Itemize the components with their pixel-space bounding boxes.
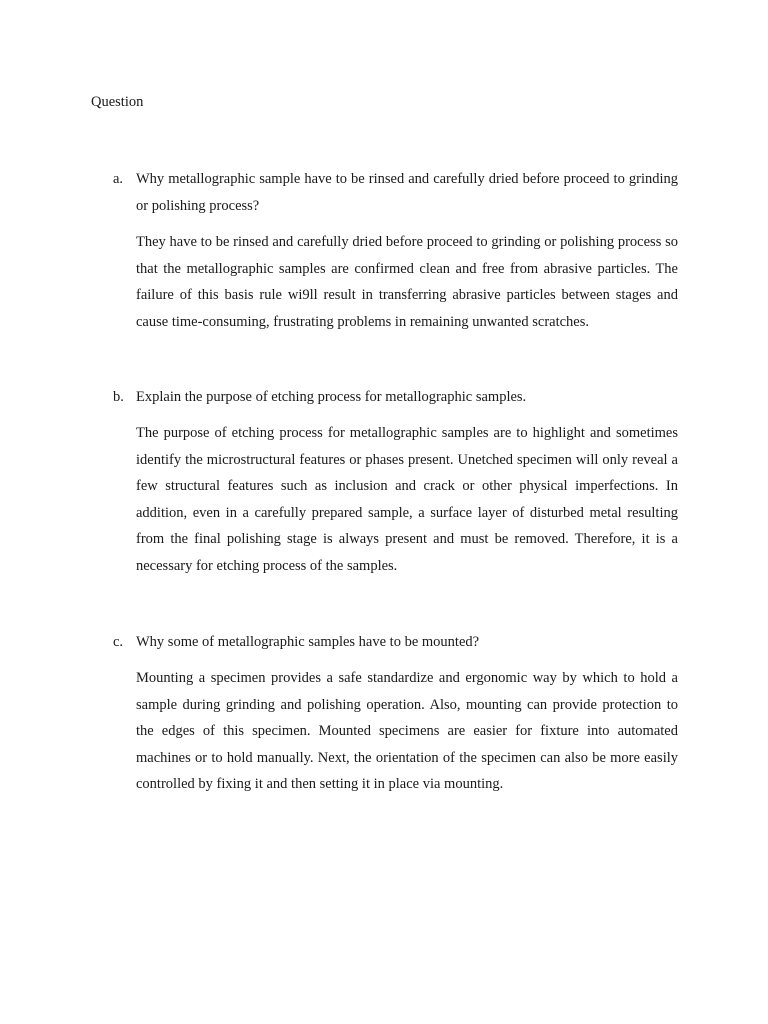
question-label: Explain the purpose of etching process for metallographic samples.	[136, 389, 527, 405]
question-text	[113, 384, 678, 411]
question-label: Why metallographic sample have to be rinsed and carefully dried before proceed to grinding or polishing process?	[136, 171, 678, 214]
question-text	[113, 629, 678, 656]
list-marker: b.	[113, 389, 124, 405]
answer-text: Mounting a specimen provides a safe standardize and ergonomic way by which to hold a sample during grinding and polishing operation. Also, mounting can provide protection to the edges of this specimen. Mounted specimens are easier for fixture into automated machines or to hold manually. Next, the orientation of the specimen can also be more easily controlled by fixing it and then setting it in place via mounting.	[136, 670, 678, 793]
question-item-b	[113, 384, 678, 580]
question-item-c	[113, 629, 678, 798]
list-marker: a.	[113, 171, 124, 187]
answer-text: They have to be rinsed and carefully dried before proceed to grinding or polishing process so that the metallographic samples are confirmed clean and free from abrasive particles. The failure of this basis rule wi9ll result in transferring abrasive particles between stages and cause time-consuming, frustrating problems in remaining unwanted scratches.	[136, 234, 678, 330]
page-heading: Question	[91, 94, 144, 110]
question-label: Why some of metallographic samples have to be mounted?	[136, 634, 480, 650]
list-marker: c.	[113, 634, 124, 650]
answer-text: The purpose of etching process for metallographic samples are to highlight and sometimes identify the microstructural features or phases present. Unetched specimen will only reveal a few structural features such as inclusion and crack or other physical imperfections. In addition, even in a carefully prepared sample, a surface layer of disturbed metal resulting from the final polishing stage is always present and must be removed. Therefore, it is a necessary for etching process of the samples.	[136, 425, 678, 574]
question-text	[113, 166, 678, 220]
question-item-a	[113, 166, 678, 335]
